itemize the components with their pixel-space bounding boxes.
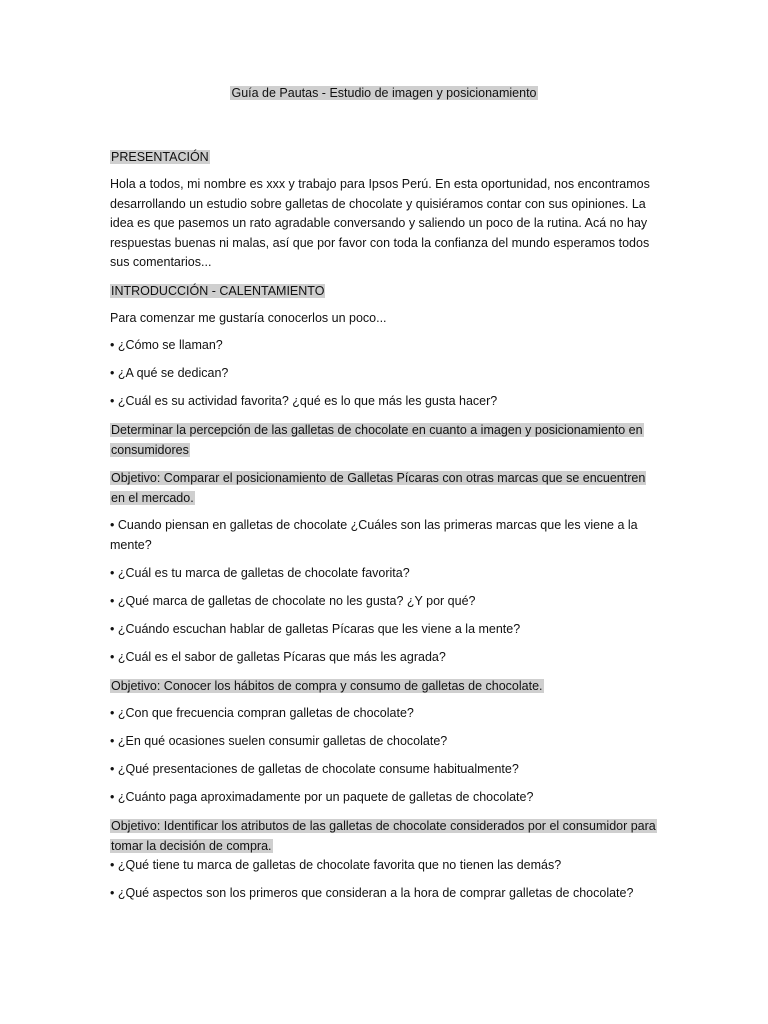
section-title-text: Determinar la percepción de las galletas de chocolate en cuanto a imagen y posicionamiento en consumidores [111, 423, 643, 457]
presentacion-heading [110, 147, 658, 167]
bullet-item: • ¿Cuánto paga aproximadamente por un paquete de galletas de chocolate? [110, 789, 534, 804]
objective-heading [110, 676, 658, 696]
bullet-item: • ¿Cuál es tu marca de galletas de chocolate favorita? [110, 565, 410, 580]
introduccion-heading [110, 281, 658, 301]
objective-heading [110, 816, 658, 856]
bullet-item: • ¿Qué aspectos son los primeros que consideran a la hora de comprar galletas de chocolate? [110, 885, 634, 900]
bullet-item: • ¿Cuál es el sabor de galletas Pícaras que más les agrada? [110, 649, 446, 664]
bullet-item: • ¿Con que frecuencia compran galletas de chocolate? [110, 705, 414, 720]
document-title [110, 84, 658, 103]
objective-heading-text: Objetivo: Comparar el posicionamiento de Galletas Pícaras con otras marcas que se encuentren en el mercado. [111, 471, 646, 505]
bullet-item: • ¿Qué tiene tu marca de galletas de chocolate favorita que no tienen las demás? [110, 857, 562, 872]
bullet-item: • ¿A qué se dedican? [110, 366, 229, 380]
introduccion-heading-text: INTRODUCCIÓN - CALENTAMIENTO [111, 283, 325, 298]
document-title-text: Guía de Pautas - Estudio de imagen y posicionamiento [231, 86, 537, 100]
section-title [110, 420, 658, 460]
presentacion-paragraph: Hola a todos, mi nombre es xxx y trabajo para Ipsos Perú. En esta oportunidad, nos encontramos desarrollando un estudio sobre galletas de chocolate y quisiéramos contar con sus opiniones. La idea es que pasemos un rato agradable conversando y saliendo un poco de la rutina. Acá no hay respuestas buenas ni malas, así que por favor con toda la confianza del mundo esperamos todos sus comentarios... [110, 177, 650, 269]
introduccion-paragraph: Para comenzar me gustaría conocerlos un poco... [110, 310, 387, 325]
bullet-item: • Cuando piensan en galletas de chocolate ¿Cuáles son las primeras marcas que les viene a la mente? [110, 518, 638, 552]
presentacion-heading-text: PRESENTACIÓN [111, 150, 209, 164]
bullet-item: • ¿Qué marca de galletas de chocolate no les gusta? ¿Y por qué? [110, 593, 476, 608]
bullet-item: • ¿Cómo se llaman? [110, 338, 223, 352]
objective-heading-text: Objetivo: Conocer los hábitos de compra y consumo de galletas de chocolate. [111, 678, 543, 693]
bullet-item: • ¿Cuándo escuchan hablar de galletas Pícaras que les viene a la mente? [110, 621, 521, 636]
bullet-item: • ¿En qué ocasiones suelen consumir galletas de chocolate? [110, 733, 448, 748]
objective-heading [110, 468, 658, 508]
bullet-item: • ¿Cuál es su actividad favorita? ¿qué es lo que más les gusta hacer? [110, 394, 498, 408]
bullet-item: • ¿Qué presentaciones de galletas de chocolate consume habitualmente? [110, 761, 519, 776]
objective-heading-text: Objetivo: Identificar los atributos de las galletas de chocolate considerados por el consumidor para tomar la decisión de compra. [111, 818, 656, 853]
